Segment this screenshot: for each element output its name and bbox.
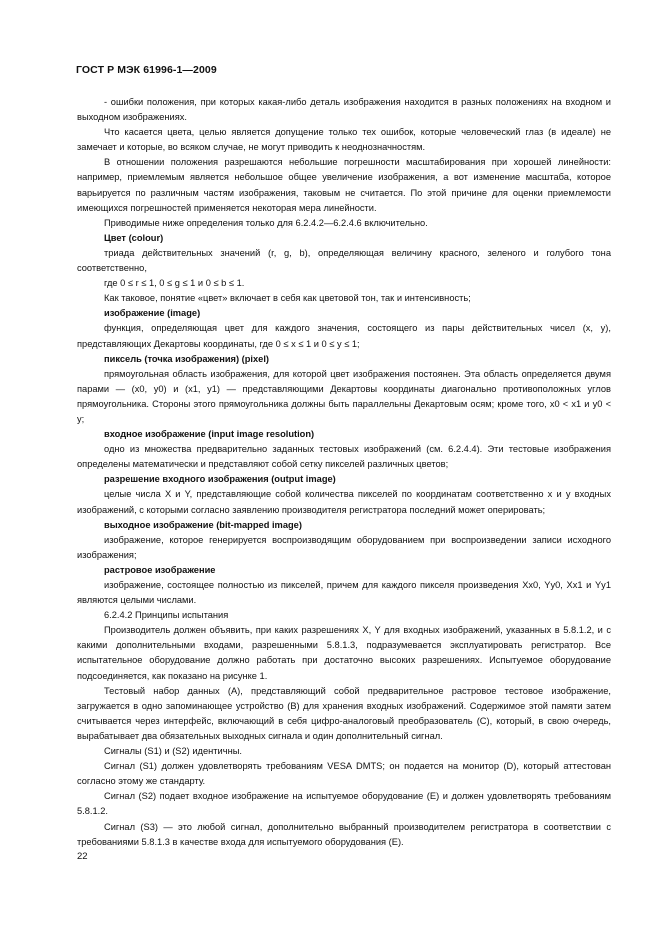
term-colour: Цвет (colour) (104, 232, 164, 243)
paragraph: Что касается цвета, целью является допущение только тех ошибок, которые человеческий глаз (в идеале) не замечает и которые, во всяком случае, не могут приводить к неоднозначностям. (77, 127, 611, 153)
term-input-image: входное изображение (input image resolution) (104, 429, 315, 440)
paragraph: Как таковое, понятие «цвет» включает в себя как цветовой тон, так и интенсивность; (104, 293, 471, 304)
paragraph: Сигналы (S1) и (S2) идентичны. (104, 746, 242, 757)
paragraph: Производитель должен объявить, при каких разрешениях X, Y для входных изображений, указанных в 5.8.1.2, и с какими дополнительными входами, разрешенными 5.8.1.3, подразумевается эксплуатировать регистратор. Все испытательное оборудование должно работать при достаточно высоких разрешениях. Испытуемое оборудование подсоединяется, как показано на рисунке 1. (77, 625, 611, 681)
definition-pixel: прямоугольная область изображения, для которой цвет изображения постоянен. Эта область определяется двумя парами — (x0, y0) и (x1, y1) — представляющими Декартовы координаты диагонально противоположных углов прямоугольника. Стороны этого прямоугольника должны быть параллельны Декартовым осям; кроме того, x0 < x1 и y0 < y; (77, 368, 611, 424)
term-input-resolution: разрешение входного изображения (output image) (104, 474, 336, 485)
definition-output-image: изображение, которое генерируется воспроизводящим оборудованием при воспроизведении записи исходного изображения; (77, 534, 611, 560)
document-header: ГОСТ Р МЭК 61996-1—2009 (76, 64, 217, 76)
paragraph: Тестовый набор данных (А), представляющий собой предварительное растровое тестовое изображение, загружается в одно запоминающее устройство (В) для хранения входных изображений. Содержимое этой памяти затем считывается через интерфейс, включающий в себя цифро-аналоговый преобразователь (С), который, в свою очередь, вырабатывает два обязательных выходных сигнала и один дополнительный сигнал. (77, 685, 611, 741)
term-output-image: выходное изображение (bit-mapped image) (104, 519, 302, 530)
term-pixel: пиксель (точка изображения) (pixel) (104, 353, 270, 364)
term-raster-image: растровое изображение (104, 564, 216, 575)
definition-input-image: одно из множества предварительно заданных тестовых изображений (см. 6.2.4.4). Эти тестовые изображения определены математически и представляют собой сетку пикселей различных цветов; (77, 444, 611, 470)
page-number: 22 (77, 851, 88, 862)
paragraph: Приводимые ниже определения только для 6.2.4.2—6.2.4.6 включительно. (104, 217, 428, 228)
paragraph: Сигнал (S1) должен удовлетворять требованиям VESA DMTS; он подается на монитор (D), который аттестован согласно этому же стандарту. (77, 761, 611, 787)
section-heading: 6.2.4.2 Принципы испытания (104, 610, 229, 621)
term-image: изображение (image) (104, 308, 201, 319)
definition-colour: триада действительных значений (r, g, b), определяющая величину красного, зеленого и голубого тона соответственно, (77, 247, 611, 274)
paragraph: - ошибки положения, при которых какая-либо деталь изображения находится в разных положениях на входном и выходном изображениях. (77, 97, 611, 123)
formula-colour: где 0 ≤ r ≤ 1, 0 ≤ g ≤ 1 и 0 ≤ b ≤ 1. (104, 278, 245, 289)
paragraph: В отношении положения разрешаются небольшие погрешности масштабирования при хорошей линейности: например, приемлемым является небольшое общее увеличение изображения, а вот изменение масштаба, которое варьируется по различным частям изображения, таковым не считается. По этой причине для оценки приемлемости имеющихся погрешностей применяется некоторая мера линейности. (77, 157, 611, 213)
paragraph: Сигнал (S3) — это любой сигнал, дополнительно выбранный производителем регистратора в соответствии с требованиями 5.8.1.3 в качестве входа для испытуемого оборудования (Е). (77, 821, 611, 847)
definition-image: функция, определяющая цвет для каждого значения, состоящего из пары действительных чисел (x, y), представляющих Декартовы координаты, где 0 ≤ x ≤ 1 и 0 ≤ y ≤ 1; (77, 323, 611, 349)
document-body (77, 95, 611, 850)
definition-input-resolution: целые числа X и Y, представляющие собой количества пикселей по координатам соответственно x и y входных изображений, с которыми согласно заявлению производителя регистратора последний может оперировать; (77, 489, 611, 515)
paragraph: Сигнал (S2) подает входное изображение на испытуемое оборудование (Е) и должен удовлетворять требованиям 5.8.1.2. (77, 791, 611, 817)
definition-raster-image: изображение, состоящее полностью из пикселей, причем для каждого пикселя произведения Xx0, Yy0, Xx1 и Yy1 являются целыми числами. (77, 580, 611, 606)
